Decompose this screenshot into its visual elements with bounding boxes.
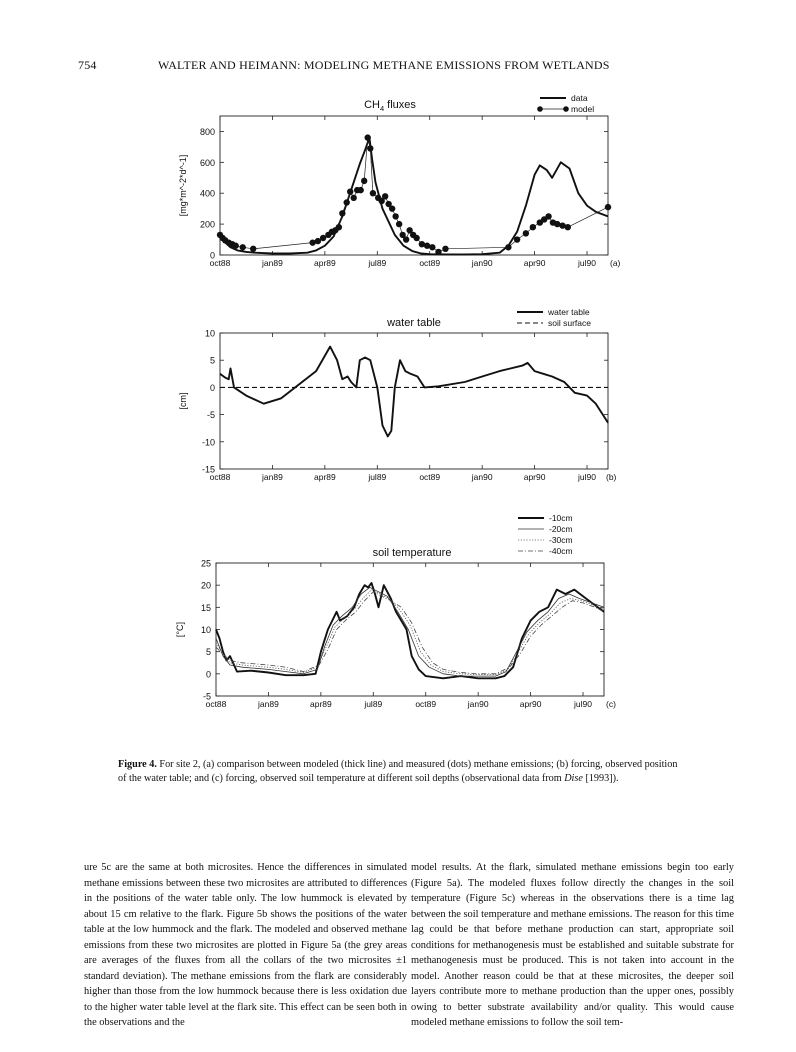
x-tick-label: jul90 bbox=[578, 258, 597, 268]
chart-title: soil temperature bbox=[372, 547, 452, 559]
legend-label: data bbox=[571, 93, 588, 103]
data-point bbox=[361, 178, 367, 184]
data-point bbox=[357, 187, 363, 193]
data-point bbox=[233, 243, 239, 249]
data-point bbox=[370, 190, 376, 196]
legend-label: water table bbox=[548, 307, 590, 317]
panel-label: (a) bbox=[610, 258, 621, 268]
y-tick-label: 25 bbox=[200, 558, 211, 569]
data-point bbox=[523, 230, 529, 236]
data-point bbox=[396, 221, 402, 227]
x-tick-label: oct89 bbox=[419, 258, 441, 268]
chart-soil-temperature bbox=[0, 506, 796, 721]
x-tick-label: jan89 bbox=[262, 258, 283, 268]
panel-label: (b) bbox=[606, 472, 617, 482]
x-tick-label: apr89 bbox=[309, 699, 332, 709]
legend-label: -10cm bbox=[549, 513, 573, 523]
y-axis-label: [°C] bbox=[175, 621, 185, 638]
y-tick-label: -10 bbox=[201, 437, 215, 448]
x-tick-label: apr89 bbox=[313, 472, 336, 482]
y-tick-label: 0 bbox=[205, 669, 211, 680]
series-line-water-table bbox=[220, 347, 608, 437]
data-point bbox=[351, 195, 357, 201]
legend-label: model bbox=[571, 104, 595, 114]
legend-label: soil surface bbox=[548, 318, 591, 328]
running-head: WALTER AND HEIMANN: MODELING METHANE EMISSIONS FROM WETLANDS bbox=[158, 58, 610, 72]
series-line--30cm bbox=[216, 590, 604, 675]
y-tick-label: -5 bbox=[206, 410, 215, 421]
x-tick-label: apr90 bbox=[523, 258, 546, 268]
data-point bbox=[339, 210, 345, 216]
x-tick-label: jan89 bbox=[262, 472, 283, 482]
x-tick-label: jul89 bbox=[368, 258, 387, 268]
x-tick-label: jul90 bbox=[578, 472, 597, 482]
body-text-left-column: ure 5c are the same at both microsites. Hence the differences in simulated methane emissions between these two microsites are attributed to differences in the positions of the water table only. The low hummock is elevated by about 15 cm relative to the flark. Figure 5b shows the positions of the water table at the low hummock and the flark. The modeled and observed methane emissions from these two microsites are plotted in Figure 5a (the grey areas are averages of the fluxes from all the collars of the two microsites ±1 standard deviation). The methane emissions from the flark are considerably higher than those from the low hummock because there is less oxidation due to the higher water table level at the flark site. This effect can be seen both in the observations and the bbox=[84, 862, 407, 1028]
caption-tail: [1993]). bbox=[582, 773, 619, 784]
caption-text: For site 2, (a) comparison between modeled (thick line) and measured (dots) methane emissions; (b) forcing, observed position of the water table; and (c) forcing, observed soil temperature at different soil depths (observational data from bbox=[118, 759, 678, 784]
y-tick-label: -15 bbox=[201, 464, 215, 475]
caption-label: Figure 4. bbox=[118, 759, 157, 770]
x-tick-label: oct88 bbox=[205, 699, 227, 709]
body-text-right-column: model results. At the flark, simulated methane emissions begin too early (Figure 5a). The modeled fluxes follow directly the changes in the soil temperature (Figure 5c) whereas in the observations there is a time lag between the soil temperature and methane emissions. The reason for this time lag could be that before methane production can start, appropriate soil conditions for methanogenesis must be established and suitable substrate for methanogenesis must be produced. This is not taken into account in the model. Another reason could be that at these microsites, the deeper soil layers contribute more to methane production than the upper ones, possibly owing to better substrate availability and/or quality. This would cause modeled methane emissions to follow the soil tem- bbox=[411, 862, 734, 1028]
data-point bbox=[505, 244, 511, 250]
y-tick-label: 800 bbox=[199, 126, 215, 137]
data-point bbox=[429, 244, 435, 250]
x-tick-label: apr89 bbox=[313, 258, 336, 268]
data-point bbox=[364, 134, 370, 140]
data-point bbox=[545, 213, 551, 219]
data-point bbox=[530, 224, 536, 230]
data-point bbox=[392, 213, 398, 219]
chart-ch4-fluxes bbox=[0, 84, 796, 289]
data-point bbox=[514, 236, 520, 242]
x-tick-label: apr90 bbox=[519, 699, 542, 709]
data-point bbox=[605, 204, 611, 210]
x-tick-label: oct89 bbox=[419, 472, 441, 482]
data-point bbox=[336, 224, 342, 230]
y-tick-label: 0 bbox=[209, 382, 215, 393]
y-tick-label: 0 bbox=[209, 250, 215, 261]
legend-dot bbox=[537, 106, 543, 112]
legend-label: -20cm bbox=[549, 524, 573, 534]
data-point bbox=[382, 193, 388, 199]
chart-title: $CH_4$ fluxes bbox=[364, 99, 416, 113]
data-point bbox=[403, 236, 409, 242]
y-tick-label: 400 bbox=[199, 188, 215, 199]
x-tick-label: jan90 bbox=[467, 699, 489, 709]
figure-caption bbox=[118, 758, 678, 786]
y-tick-label: 5 bbox=[205, 647, 211, 658]
data-point bbox=[367, 145, 373, 151]
page-number: 754 bbox=[78, 58, 97, 72]
data-point bbox=[435, 249, 441, 255]
x-tick-label: jan90 bbox=[471, 258, 493, 268]
x-tick-label: jul89 bbox=[368, 472, 387, 482]
data-point bbox=[250, 246, 256, 252]
y-tick-label: 15 bbox=[200, 602, 211, 613]
data-point bbox=[344, 199, 350, 205]
chart-title: water table bbox=[387, 317, 441, 329]
x-tick-label: oct88 bbox=[209, 472, 231, 482]
panel-label: (c) bbox=[606, 699, 616, 709]
y-axis-label: [cm] bbox=[178, 392, 188, 410]
x-tick-label: oct89 bbox=[415, 699, 437, 709]
legend-label: -40cm bbox=[549, 546, 573, 556]
y-tick-label: 600 bbox=[199, 157, 215, 168]
data-point bbox=[347, 188, 353, 194]
chart-water-table bbox=[0, 298, 796, 498]
y-tick-label: -5 bbox=[202, 691, 211, 702]
x-tick-label: apr90 bbox=[523, 472, 546, 482]
legend-dot bbox=[563, 106, 569, 112]
y-axis-label: [mg*m^-2*d^-1] bbox=[178, 154, 188, 217]
x-tick-label: oct88 bbox=[209, 258, 231, 268]
data-point bbox=[413, 235, 419, 241]
caption-citation: Dise bbox=[564, 773, 583, 784]
series-line--10cm bbox=[216, 583, 604, 678]
data-point bbox=[565, 224, 571, 230]
y-tick-label: 20 bbox=[200, 580, 211, 591]
data-point bbox=[240, 244, 246, 250]
data-point bbox=[442, 246, 448, 252]
x-tick-label: jul89 bbox=[364, 699, 383, 709]
x-tick-label: jul90 bbox=[574, 699, 593, 709]
series-line--20cm bbox=[216, 587, 604, 676]
y-tick-label: 200 bbox=[199, 219, 215, 230]
y-tick-label: 5 bbox=[209, 355, 215, 366]
legend-label: -30cm bbox=[549, 535, 573, 545]
x-tick-label: jan90 bbox=[471, 472, 493, 482]
data-point bbox=[389, 205, 395, 211]
plot-frame bbox=[216, 563, 604, 696]
plot-frame bbox=[220, 333, 608, 469]
x-tick-label: jan89 bbox=[258, 699, 279, 709]
y-tick-label: 10 bbox=[200, 625, 211, 635]
y-tick-label: 10 bbox=[204, 328, 215, 339]
